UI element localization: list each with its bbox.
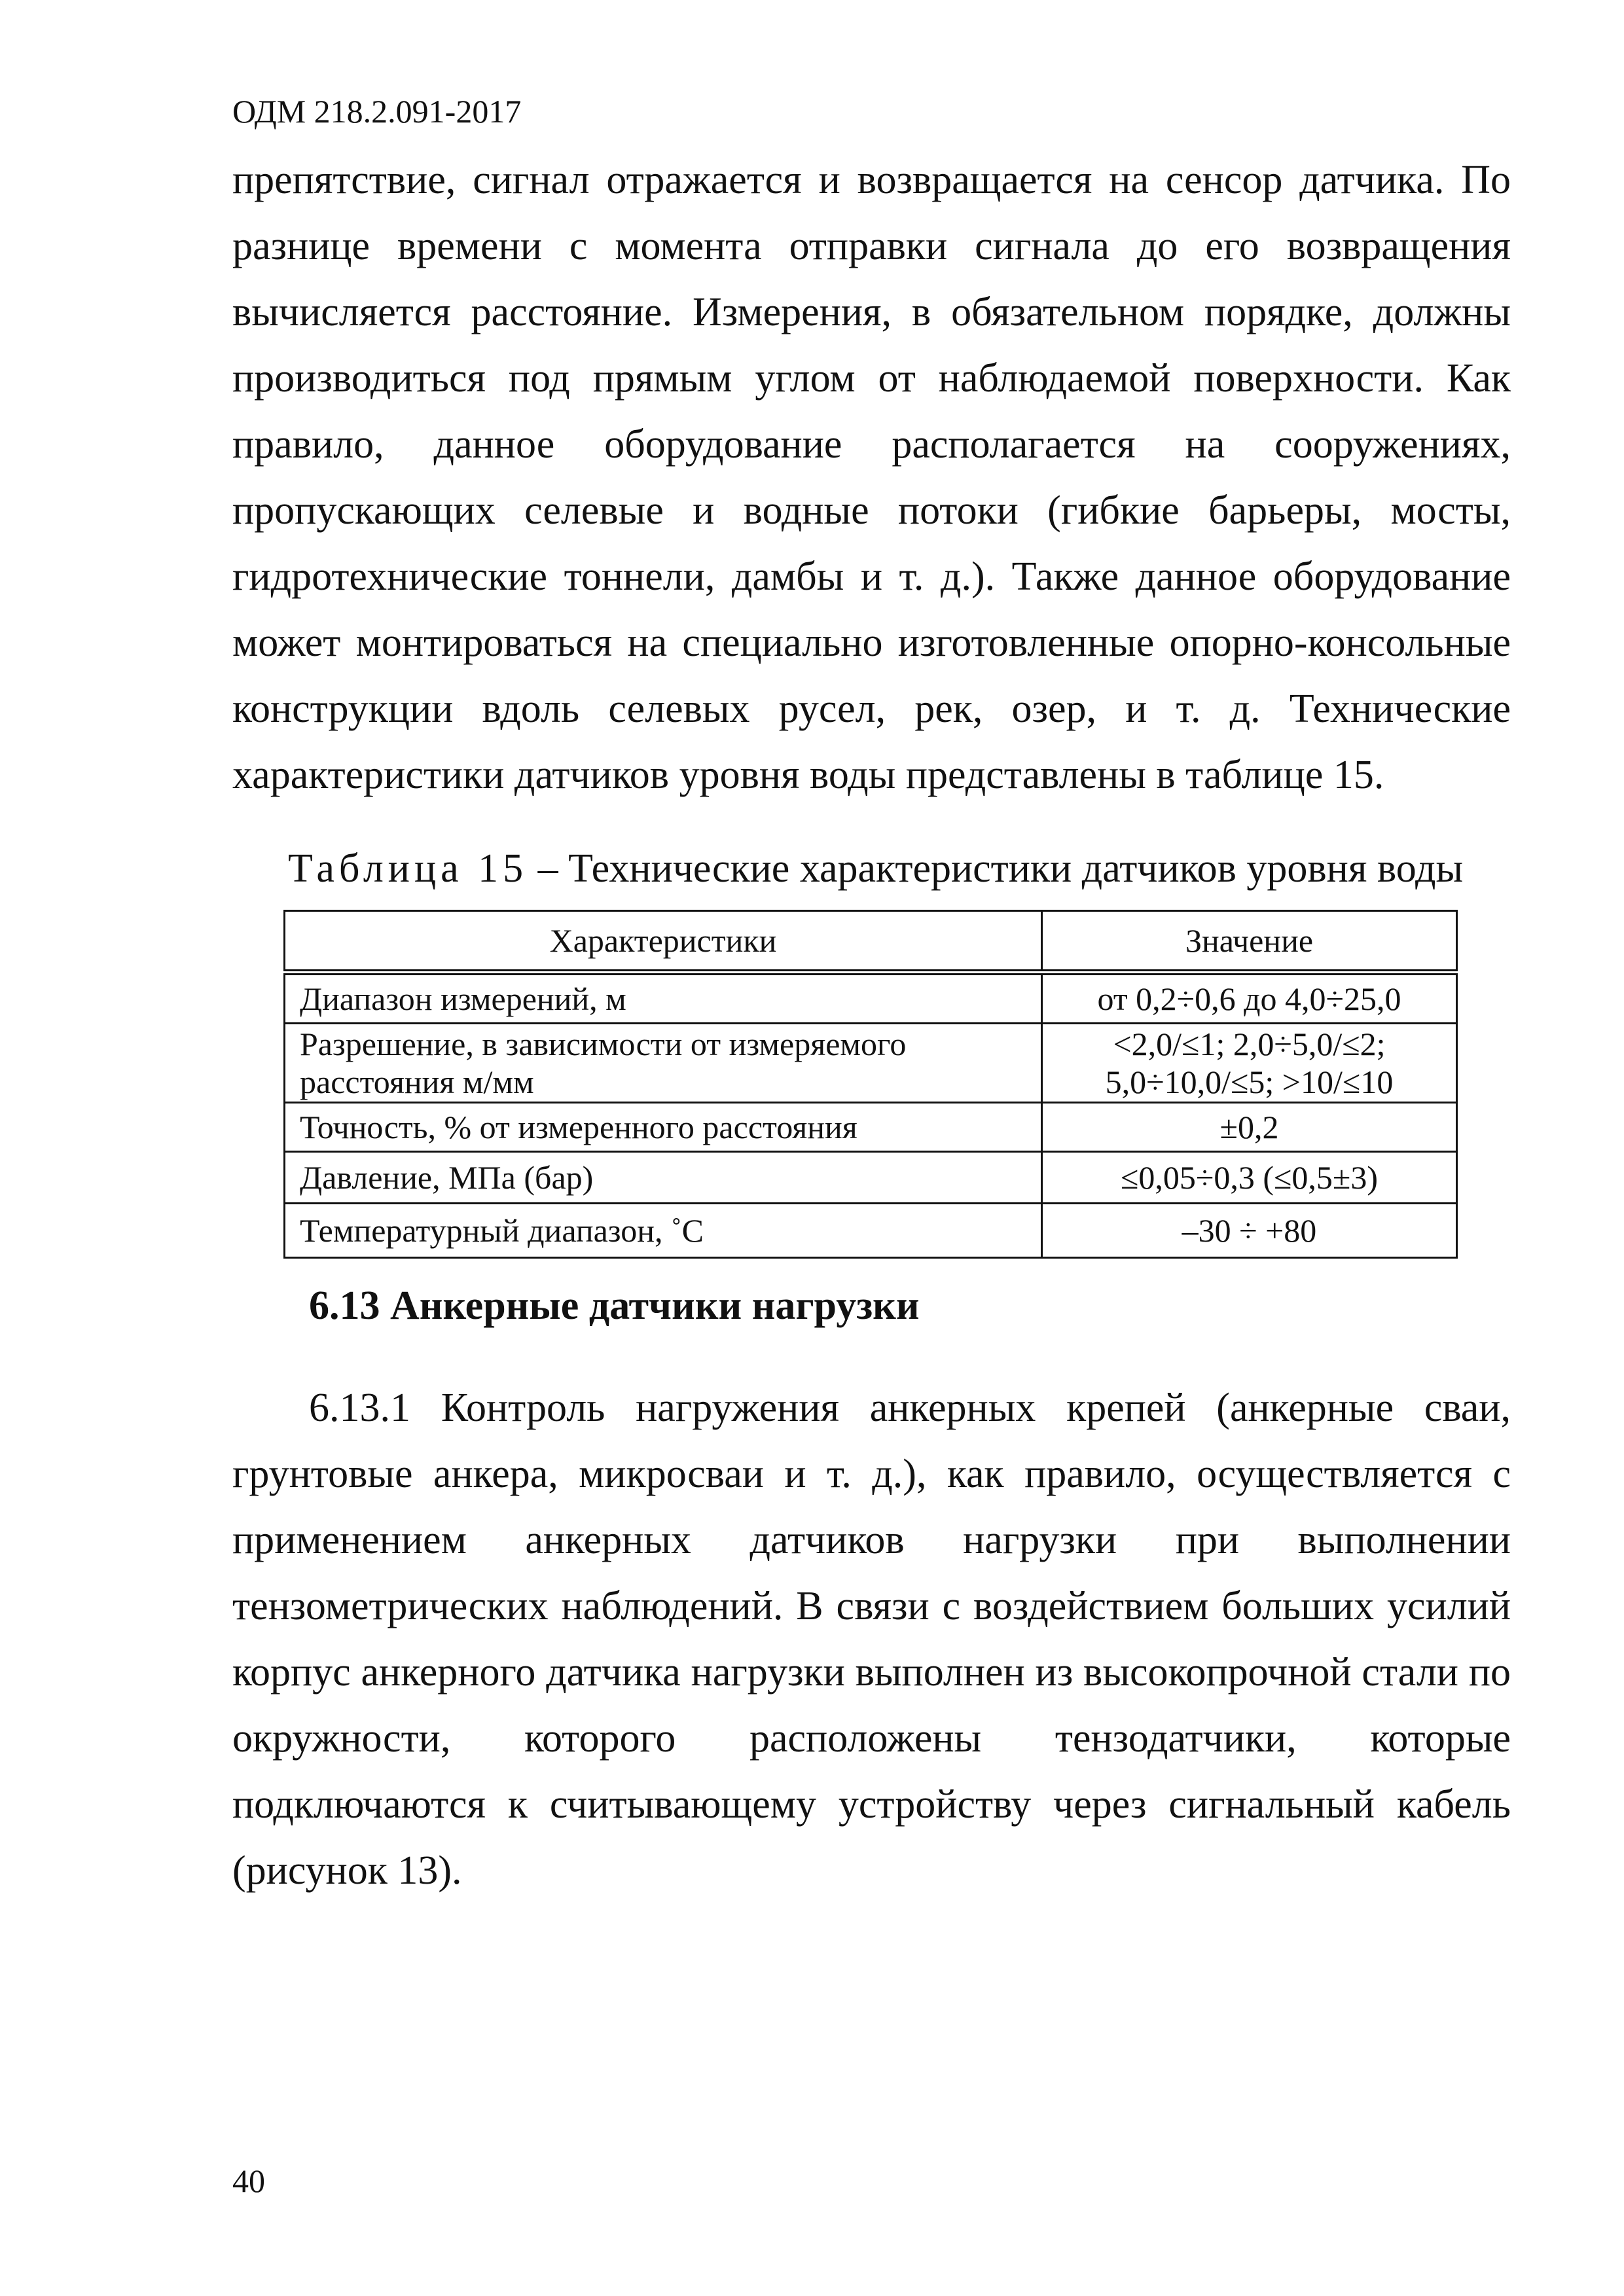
table-row xyxy=(285,1103,1457,1152)
table-caption xyxy=(288,842,1463,895)
header-value: Значение xyxy=(1042,911,1457,973)
document-code: ОДМ 218.2.091-2017 xyxy=(232,93,522,130)
section-heading: 6.13 Анкерные датчики нагрузки xyxy=(309,1283,920,1328)
row-value-resolution-line1: <2,0/≤1; 2,0÷5,0/≤2; xyxy=(1113,1026,1386,1062)
table-caption-text: – Технические характеристики датчиков уровня воды xyxy=(528,846,1464,891)
table-row xyxy=(285,1024,1457,1103)
row-name-resolution-line2: расстояния м/мм xyxy=(300,1064,534,1100)
section-paragraph: 6.13.1 Контроль нагружения анкерных крепей (анкерные сваи, грунтовые анкера, микросваи и т. д.), как правило, осуществляется с применением анкерных датчиков нагрузки при выполнении тензометрических наблюдений. В связи с воздействием больших усилий корпус анкерного датчика нагрузки выполнен из высокопрочной стали по окружности, которого расположены тензодатчики, которые подключаются к считывающему устройству через сигнальный кабель (рисунок 13). xyxy=(232,1386,1511,1893)
table-caption-label: Таблица 15 xyxy=(288,846,528,891)
row-value-resolution-line2: 5,0÷10,0/≤5; >10/≤10 xyxy=(1105,1064,1394,1100)
row-name-measurement-range: Диапазон измерений, м xyxy=(285,973,1042,1024)
row-value-accuracy: ±0,2 xyxy=(1042,1103,1457,1152)
table-row xyxy=(285,1204,1457,1258)
table-header-row xyxy=(285,911,1457,973)
header-characteristic: Характеристики xyxy=(285,911,1042,973)
row-value-measurement-range: от 0,2÷0,6 до 4,0÷25,0 xyxy=(1042,973,1457,1024)
row-value-pressure: ≤0,05÷0,3 (≤0,5±3) xyxy=(1042,1152,1457,1204)
row-name-accuracy: Точность, % от измеренного расстояния xyxy=(285,1103,1042,1152)
row-value-temperature-range: –30 ÷ +80 xyxy=(1042,1204,1457,1258)
specifications-table xyxy=(283,910,1458,1259)
row-name-resolution xyxy=(285,1024,1042,1103)
table-row xyxy=(285,1152,1457,1204)
row-name-temperature-range: Температурный диапазон, ˚С xyxy=(285,1204,1042,1258)
row-name-pressure: Давление, МПа (бар) xyxy=(285,1152,1042,1204)
page-number: 40 xyxy=(232,2162,265,2199)
row-value-resolution xyxy=(1042,1024,1457,1103)
intro-paragraph: препятствие, сигнал отражается и возвращается на сенсор датчика. По разнице времени с момента отправки сигнала до его возвращения вычисляется расстояние. Измерения, в обязательном порядке, должны производиться под прямым углом от наблюдаемой поверхности. Как правило, данное оборудование располагается на сооружениях, пропускающих селевые и водные потоки (гибкие барьеры, мосты, гидротехнические тоннели, дамбы и т. д.). Также данное оборудование может монтироваться на специально изготовленные опорно-консольные конструкции вдоль селевых русел, рек, озер, и т. д. Технические характеристики датчиков уровня воды представлены в таблице 15. xyxy=(232,158,1511,797)
table-row xyxy=(285,973,1457,1024)
row-name-resolution-line1: Разрешение, в зависимости от измеряемого xyxy=(300,1026,907,1062)
